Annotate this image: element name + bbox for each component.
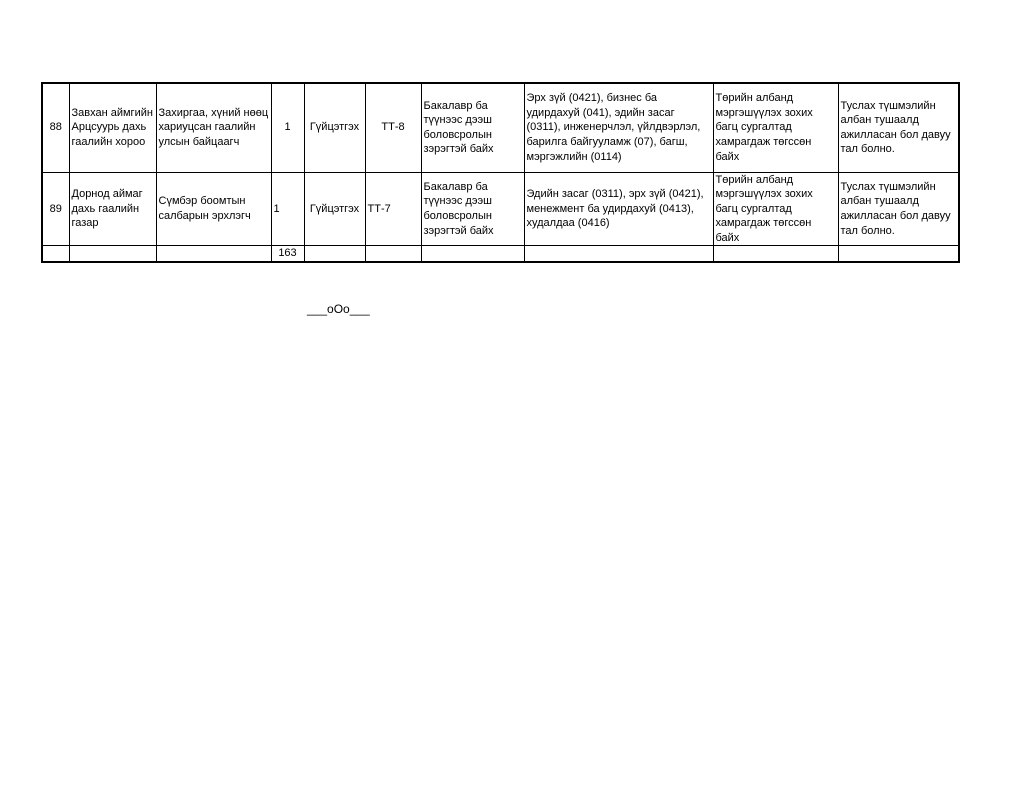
education-cell: Бакалавр ба түүнээс дээш боловсролын зэрэгтэй байх <box>421 172 524 246</box>
row-number: 89 <box>42 172 69 246</box>
organization-cell: Завхан аймгийн Арцсуурь дахь гаалийн хороо <box>69 83 156 172</box>
type-cell: Гүйцэтгэх <box>304 83 365 172</box>
total-row <box>42 246 959 262</box>
rank-cell: ТТ-7 <box>365 172 421 246</box>
experience-cell: Туслах түшмэлийн албан тушаалд ажилласан бол давуу тал болно. <box>838 83 959 172</box>
table-row <box>42 83 959 172</box>
training-cell: Төрийн албанд мэргэшүүлэх зохих багц сургалтад хамрагдаж төгссөн байх <box>713 83 838 172</box>
position-cell: Сүмбэр боомтын салбарын эрхлэгч <box>156 172 271 246</box>
row-number: 88 <box>42 83 69 172</box>
end-of-document-mark: ___oOo___ <box>307 302 370 316</box>
vacancy-table <box>41 82 960 263</box>
education-cell: Бакалавр ба түүнээс дээш боловсролын зэрэгтэй байх <box>421 83 524 172</box>
count-cell: 1 <box>271 172 304 246</box>
type-cell: Гүйцэтгэх <box>304 172 365 246</box>
total-count: 163 <box>271 246 304 262</box>
training-cell: Төрийн албанд мэргэшүүлэх зохих багц сургалтад хамрагдаж төгссөн байх <box>713 172 838 246</box>
profession-cell: Эрх зүй (0421), бизнес ба удирдахуй (041), эдийн засаг (0311), инженерчлэл, үйлдвэрлэл, барилга байгууламж (07), багш, мэргэжлийн (0114) <box>524 83 713 172</box>
count-cell: 1 <box>271 83 304 172</box>
rank-cell: ТТ-8 <box>365 83 421 172</box>
position-cell: Захиргаа, хүний нөөц хариуцсан гаалийн улсын байцаагч <box>156 83 271 172</box>
experience-cell: Туслах түшмэлийн албан тушаалд ажилласан бол давуу тал болно. <box>838 172 959 246</box>
table-row <box>42 172 959 246</box>
organization-cell: Дорнод аймаг дахь гаалийн газар <box>69 172 156 246</box>
profession-cell: Эдийн засаг (0311), эрх зүй (0421), менежмент ба удирдахуй (0413), худалдаа (0416) <box>524 172 713 246</box>
